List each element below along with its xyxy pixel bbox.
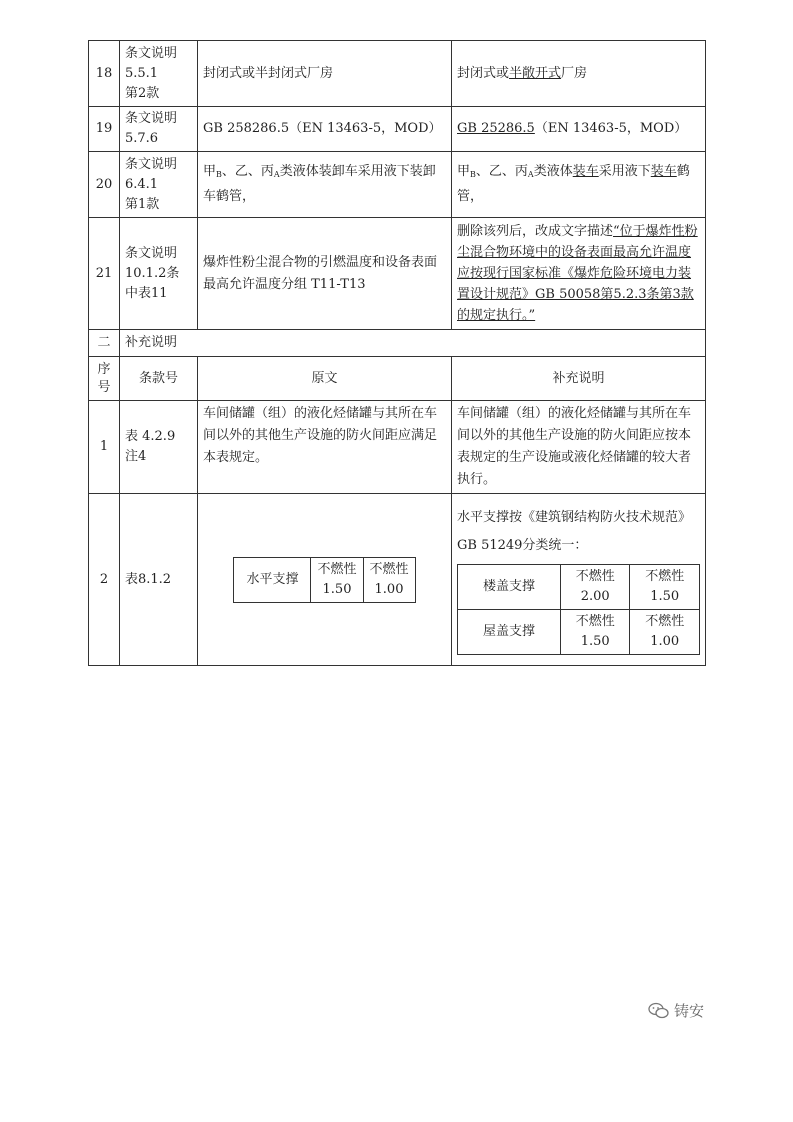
row-number: 18 xyxy=(89,41,120,107)
column-header-row xyxy=(89,357,706,401)
clause-cell: 条文说明 5.5.1 第2款 xyxy=(120,41,198,107)
header-original: 原文 xyxy=(198,357,452,401)
table-row xyxy=(89,107,706,152)
section-header-row xyxy=(89,330,706,357)
inner-label: 屋盖支撑 xyxy=(458,610,561,655)
note-cell xyxy=(452,494,706,666)
table-row xyxy=(89,152,706,218)
row-number: 2 xyxy=(89,494,120,666)
clause-cell: 表8.1.2 xyxy=(120,494,198,666)
note-text: 水平支撑按《建筑钢结构防火技术规范》GB 51249分类统一： xyxy=(457,510,692,553)
original-cell xyxy=(198,494,452,666)
original-text: 车间储罐（组）的液化烃储罐与其所在车间以外的其他生产设施的防火间距应满足本表规定。 xyxy=(198,401,452,494)
inner-value: 不燃性 1.00 xyxy=(363,557,415,602)
row-number: 20 xyxy=(89,152,120,218)
header-no: 序 号 xyxy=(89,357,120,401)
table-row xyxy=(89,218,706,330)
inner-value: 不燃性 1.00 xyxy=(630,610,700,655)
row-number: 1 xyxy=(89,401,120,494)
inner-label: 楼盖支撑 xyxy=(458,565,561,610)
clause-cell: 条文说明 5.7.6 xyxy=(120,107,198,152)
inner-value: 不燃性 1.50 xyxy=(630,565,700,610)
watermark-text: 铸安 xyxy=(674,1002,705,1020)
revised-text: 甲$_B$、乙、丙$_A$类液体装车采用液下装车鹤管， xyxy=(452,152,706,218)
original-text: GB 258286.5（EN 13463-5，MOD） xyxy=(198,107,452,152)
section-title: 补充说明 xyxy=(120,330,706,357)
watermark xyxy=(648,1000,704,1021)
inner-value: 不燃性 2.00 xyxy=(560,565,630,610)
revised-text: GB 25286.5（EN 13463-5，MOD） xyxy=(452,107,706,152)
original-text: 甲$_B$、乙、丙$_A$类液体装卸车采用液下装卸车鹤管， xyxy=(198,152,452,218)
clause-cell: 条文说明 10.1.2条 中表11 xyxy=(120,218,198,330)
row-number: 21 xyxy=(89,218,120,330)
row-number: 19 xyxy=(89,107,120,152)
table-row xyxy=(89,41,706,107)
note-text: 车间储罐（组）的液化烃储罐与其所在车间以外的其他生产设施的防火间距应按本表规定的生产设施或液化烃储罐的较大者执行。 xyxy=(452,401,706,494)
revised-text: 删除该列后，改成文字描述“位于爆炸性粉尘混合物环境中的设备表面最高允许温度应按现行国家标准《爆炸危险环境电力装置设计规范》GB 50058第5.2.3条第3款的规定执行。” xyxy=(452,218,706,330)
table-row xyxy=(89,401,706,494)
header-clause: 条款号 xyxy=(120,357,198,401)
clause-cell: 条文说明 6.4.1 第1款 xyxy=(120,152,198,218)
original-text: 爆炸性粉尘混合物的引燃温度和设备表面最高允许温度分组 T11-T13 xyxy=(198,218,452,330)
header-note: 补充说明 xyxy=(452,357,706,401)
revision-table xyxy=(88,40,706,666)
inner-label: 水平支撑 xyxy=(234,557,311,602)
revised-text: 封闭式或半敞开式厂房 xyxy=(452,41,706,107)
section-number: 二 xyxy=(89,330,120,357)
wechat-icon xyxy=(648,1002,670,1020)
clause-cell: 表 4.2.9 注4 xyxy=(120,401,198,494)
original-inner-table xyxy=(233,557,415,603)
table-row xyxy=(89,494,706,666)
note-inner-table xyxy=(457,564,700,655)
original-text: 封闭式或半封闭式厂房 xyxy=(198,41,452,107)
inner-value: 不燃性 1.50 xyxy=(560,610,630,655)
inner-value: 不燃性 1.50 xyxy=(311,557,363,602)
